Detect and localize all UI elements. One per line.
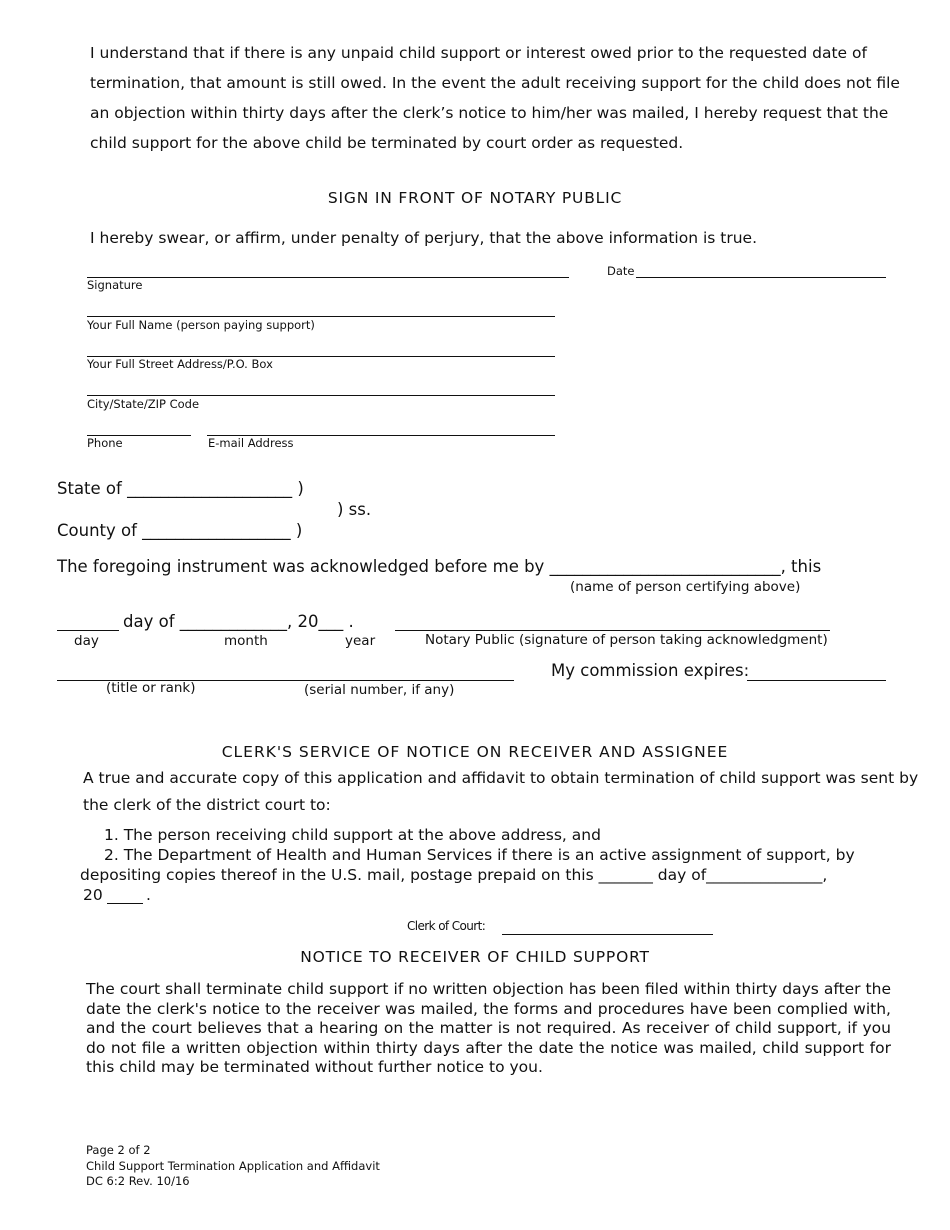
- serial-caption: (serial number, if any): [304, 682, 455, 698]
- email-label: E-mail Address: [208, 436, 294, 450]
- list-item-receiver: 1. The person receiving child support at the above address, and: [104, 826, 601, 844]
- full-name-field[interactable]: [87, 316, 555, 317]
- intro-line: termination, that amount is still owed. In the event the adult receiving support for the child does not file: [90, 74, 900, 92]
- name-caption: (name of person certifying above): [570, 579, 801, 595]
- month-label: month: [224, 633, 268, 649]
- intro-paragraph: [90, 38, 900, 158]
- clerk-signature-field[interactable]: [502, 934, 713, 935]
- notary-signature-field[interactable]: [395, 630, 830, 631]
- notice-text: The court shall terminate child support if no written objection has been filed within thirty days after the date the clerk's notice to the receiver was mailed, the forms and procedures have been complied with, and the court believes that a hearing on the matter is not required. As receiver of child support, if you do not file a written objection within thirty days after the date the notice was mailed, child support for this child may be terminated without further notice to you.: [86, 980, 891, 1076]
- day-field[interactable]: [57, 630, 119, 631]
- address-label: Your Full Street Address/P.O. Box: [87, 357, 273, 371]
- commission-label: My commission expires:: [551, 661, 750, 680]
- oath-statement: I hereby swear, or affirm, under penalty of perjury, that the above information is true.: [90, 229, 757, 247]
- list-item-department: 2. The Department of Health and Human Services if there is an active assignment of support, by: [104, 846, 855, 864]
- clerk-heading: CLERK'S SERVICE OF NOTICE ON RECEIVER AND ASSIGNEE: [221, 743, 729, 761]
- signature-label: Signature: [87, 278, 143, 292]
- instrument-acknowledged-line: The foregoing instrument was acknowledged before me by ____________________________, this: [57, 557, 822, 576]
- commission-expires-field[interactable]: [747, 680, 886, 681]
- year-suffix: .: [146, 886, 151, 904]
- title-caption: (title or rank): [106, 680, 196, 696]
- full-name-label: Your Full Name (person paying support): [87, 318, 315, 332]
- date-line: day of _____________, 20___ .: [123, 612, 354, 631]
- intro-line: child support for the above child be terminated by court order as requested.: [90, 134, 684, 152]
- form-title: Child Support Termination Application and Affidavit: [86, 1158, 380, 1173]
- mailing-date-line: depositing copies thereof in the U.S. mail, postage prepaid on this _______ day of_______________,: [80, 866, 828, 884]
- day-label: day: [74, 633, 99, 649]
- signature-field[interactable]: [87, 277, 569, 278]
- notary-heading: SIGN IN FRONT OF NOTARY PUBLIC: [327, 189, 623, 207]
- clerk-intro-line: A true and accurate copy of this application and affidavit to obtain termination of child support was sent by: [83, 769, 919, 787]
- city-state-zip-label: City/State/ZIP Code: [87, 397, 200, 411]
- county-of-line: County of __________________ ): [57, 521, 303, 540]
- city-state-zip-field[interactable]: [87, 395, 555, 396]
- ss-line: ) ss.: [337, 500, 372, 519]
- clerk-intro-line: the clerk of the district court to:: [83, 796, 331, 814]
- clerk-of-court-label: Clerk of Court:: [407, 919, 486, 933]
- date-label: Date: [607, 264, 635, 278]
- intro-line: an objection within thirty days after the clerk’s notice to him/her was mailed, I hereby request that the: [90, 104, 889, 122]
- date-field[interactable]: [636, 277, 886, 278]
- page-footer: [86, 1143, 380, 1190]
- year-prefix: 20: [83, 886, 103, 904]
- state-of-line: State of ____________________ ): [57, 479, 304, 498]
- year-label: year: [345, 633, 376, 649]
- page-number: Page 2 of 2: [86, 1143, 151, 1157]
- notice-heading: NOTICE TO RECEIVER OF CHILD SUPPORT: [300, 948, 650, 966]
- intro-line: I understand that if there is any unpaid child support or interest owed prior to the requested date of: [90, 44, 867, 62]
- form-code: DC 6:2 Rev. 10/16: [86, 1174, 190, 1188]
- phone-label: Phone: [87, 436, 123, 450]
- year-field[interactable]: [107, 903, 143, 904]
- notary-caption: Notary Public (signature of person taking acknowledgment): [425, 632, 828, 648]
